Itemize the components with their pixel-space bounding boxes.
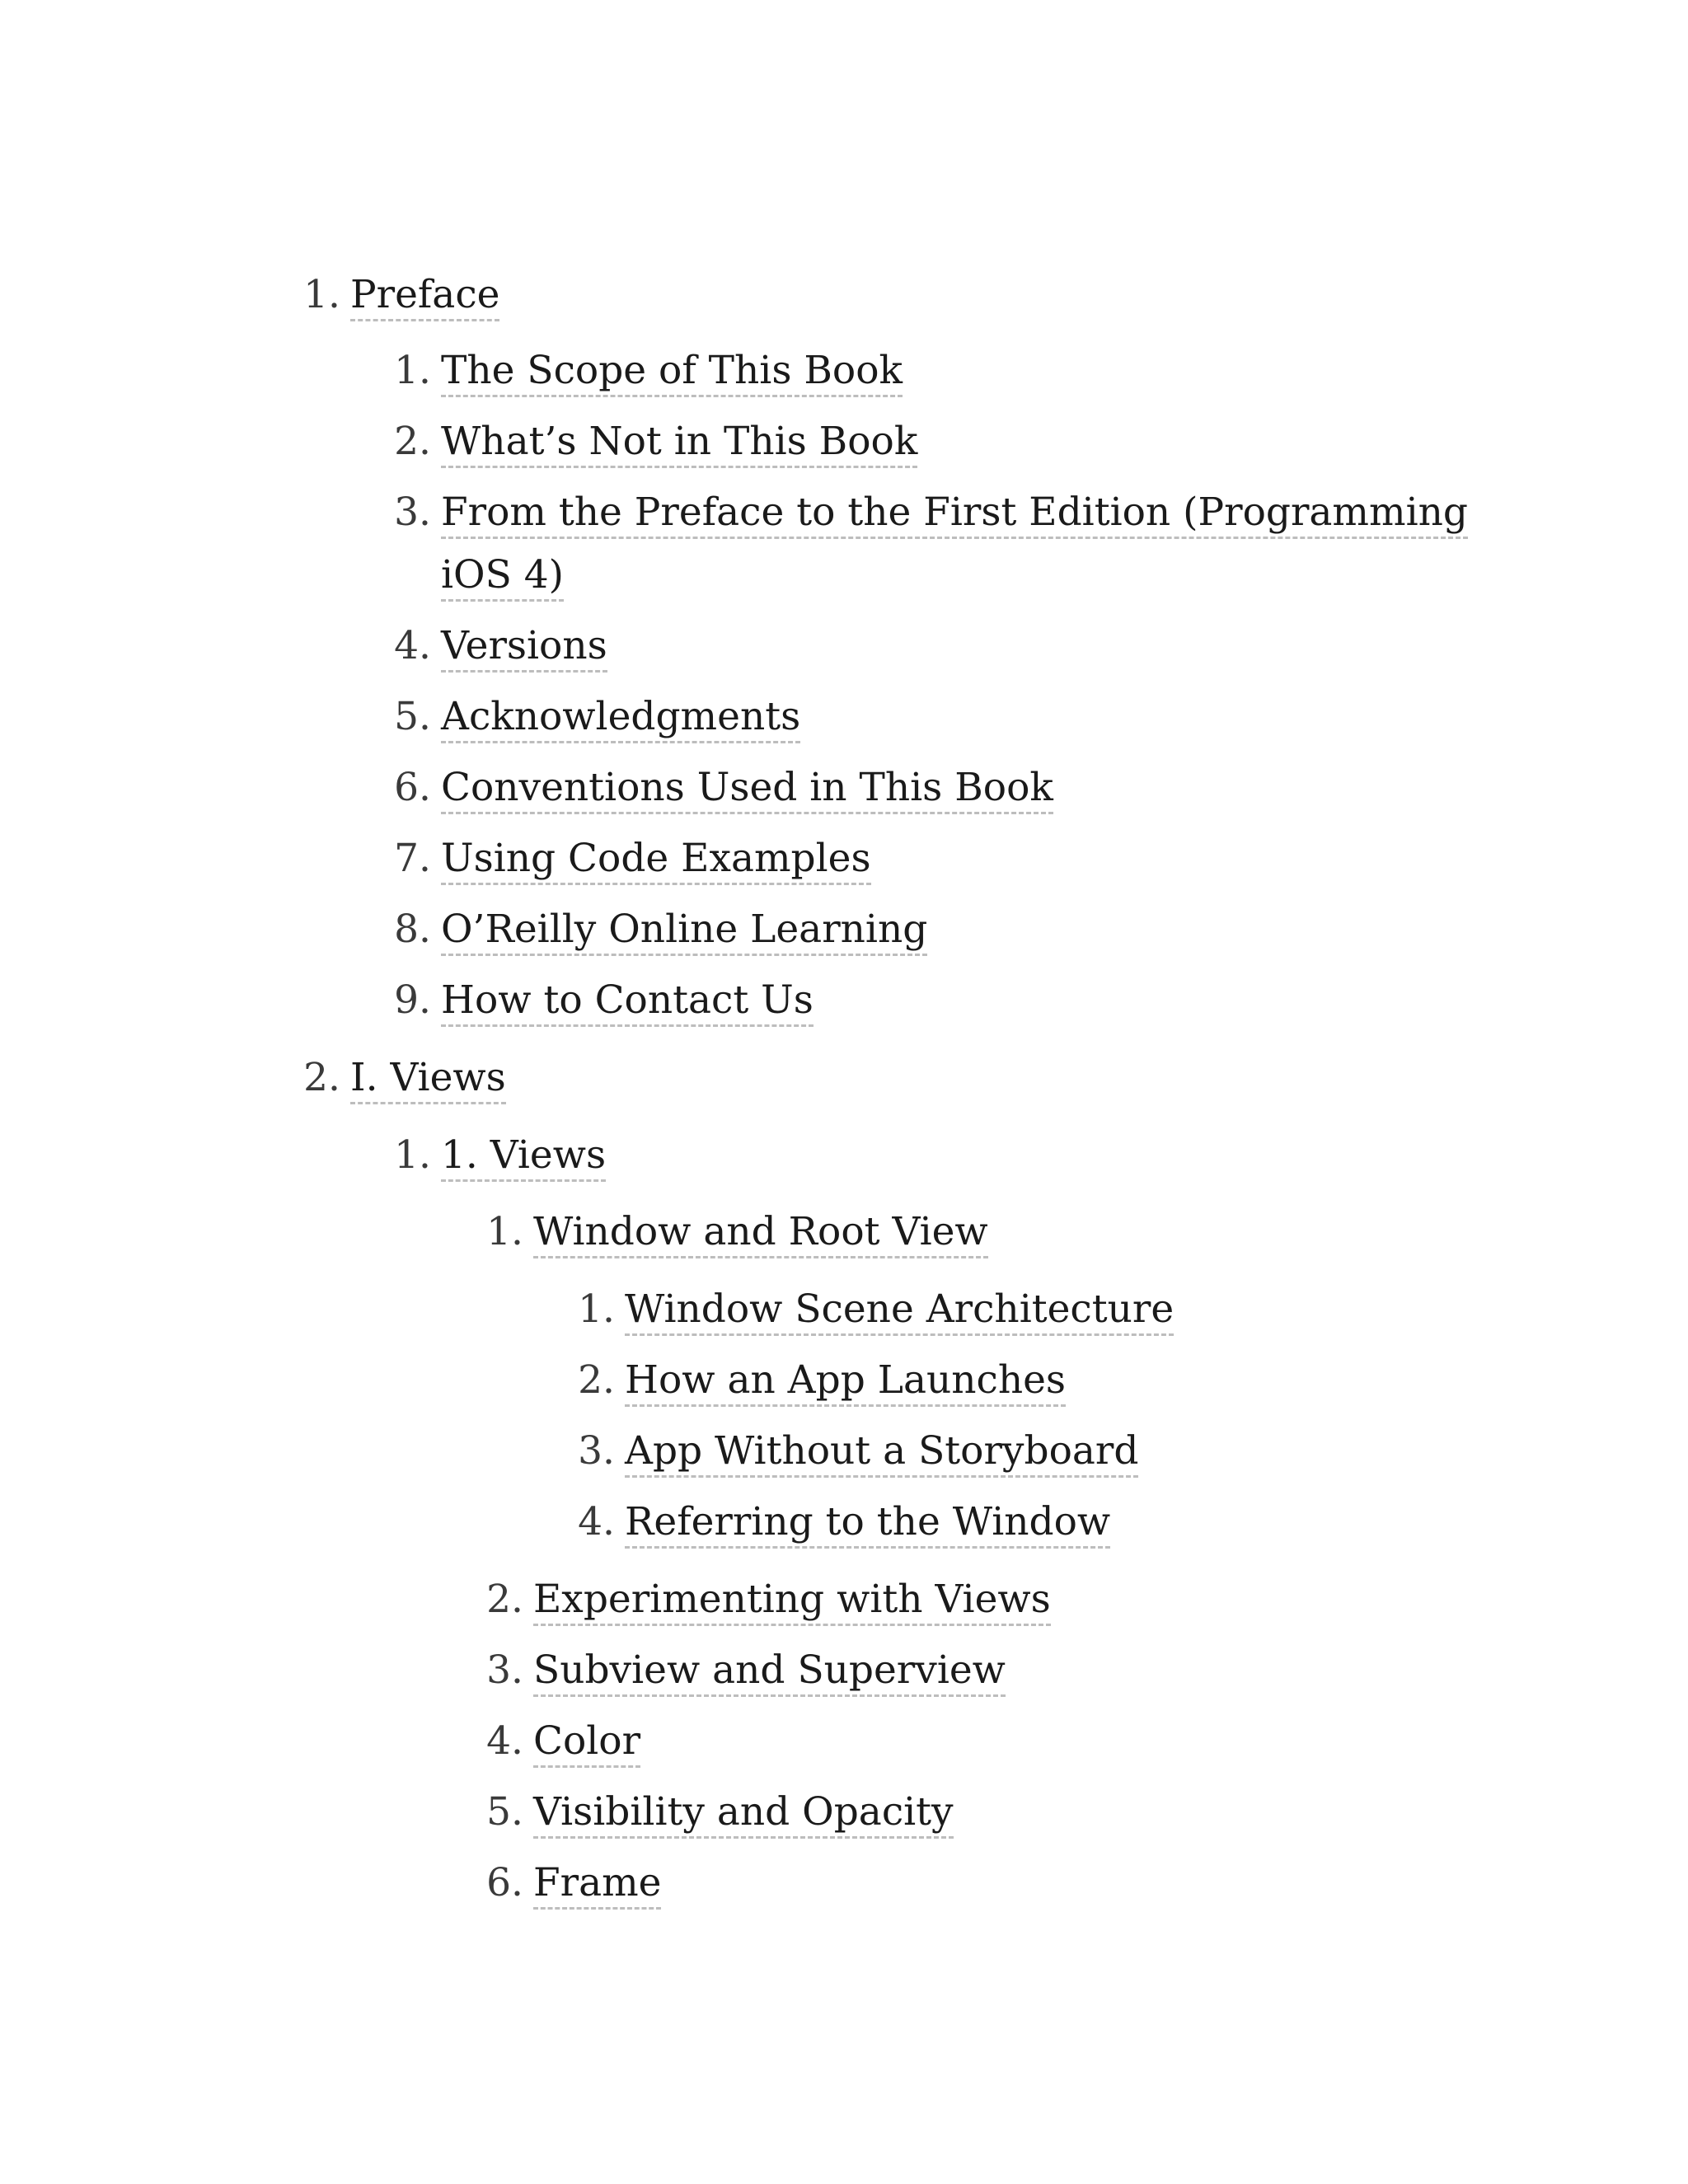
toc-number: 5. — [394, 694, 431, 739]
toc-item — [363, 1132, 606, 1182]
toc-item — [363, 907, 927, 956]
toc-number: 2. — [394, 419, 431, 464]
toc-link-code-examples[interactable]: Using Code Examples — [441, 836, 871, 885]
toc-link-part-views[interactable]: I. Views — [350, 1055, 506, 1104]
toc-link-subview[interactable]: Subview and Superview — [533, 1647, 1006, 1697]
toc-link-scope[interactable]: The Scope of This Book — [441, 348, 903, 397]
toc-link-window-root[interactable]: Window and Root View — [533, 1209, 988, 1258]
toc-link-experimenting[interactable]: Experimenting with Views — [533, 1577, 1051, 1626]
toc-link-acknowledgments[interactable]: Acknowledgments — [441, 694, 800, 743]
toc-number: 9. — [394, 977, 431, 1023]
toc-item — [546, 1286, 1174, 1336]
toc-number: 3. — [578, 1428, 615, 1474]
toc-item — [455, 1860, 661, 1910]
toc-link-window-scene[interactable]: Window Scene Architecture — [625, 1286, 1174, 1336]
toc-number: 4. — [394, 623, 431, 668]
toc-item — [455, 1577, 1051, 1626]
toc-number: 2. — [303, 1055, 340, 1100]
toc-link-first-edition[interactable]: From the Preface to the First Edition (Programming — [441, 490, 1468, 539]
toc-number: 4. — [486, 1718, 523, 1764]
toc-item-preface — [272, 272, 499, 321]
toc-item — [455, 1647, 1006, 1697]
toc-link-referring-window[interactable]: Referring to the Window — [625, 1499, 1110, 1549]
toc-item — [363, 348, 903, 397]
toc-item — [363, 977, 814, 1027]
toc-number: 1. — [303, 272, 340, 317]
toc-number: 6. — [394, 765, 431, 810]
toc-link-contact[interactable]: How to Contact Us — [441, 977, 814, 1027]
toc-link-conventions[interactable]: Conventions Used in This Book — [441, 765, 1053, 814]
toc-number: 7. — [394, 836, 431, 881]
toc-number: 4. — [578, 1499, 615, 1544]
toc-link-chapter-views[interactable]: 1. Views — [441, 1132, 606, 1182]
toc-number: 8. — [394, 907, 431, 952]
toc-link-app-launches[interactable]: How an App Launches — [625, 1357, 1066, 1407]
toc-link-frame[interactable]: Frame — [533, 1860, 661, 1910]
toc-item — [363, 836, 871, 885]
toc-item — [363, 765, 1053, 814]
toc-link-preface[interactable]: Preface — [350, 272, 499, 321]
toc-number: 3. — [394, 490, 431, 535]
toc-item — [546, 1428, 1138, 1478]
toc-link-no-storyboard[interactable]: App Without a Storyboard — [625, 1428, 1138, 1478]
toc-item-continuation — [441, 552, 564, 602]
toc-link-color[interactable]: Color — [533, 1718, 640, 1768]
toc-item — [363, 694, 800, 743]
toc-item — [455, 1789, 954, 1839]
toc-item — [363, 490, 1468, 539]
toc-number: 1. — [578, 1286, 615, 1332]
toc-item-part-views — [272, 1055, 506, 1104]
toc-item — [363, 623, 607, 673]
toc-number: 1. — [394, 1132, 431, 1178]
toc-number: 2. — [578, 1357, 615, 1403]
toc-item — [455, 1718, 640, 1768]
toc-item — [363, 419, 917, 468]
toc-number: 5. — [486, 1789, 523, 1835]
toc-item — [455, 1209, 988, 1258]
toc-link-oreilly[interactable]: O’Reilly Online Learning — [441, 907, 927, 956]
toc-item — [546, 1357, 1066, 1407]
toc-item — [546, 1499, 1110, 1549]
toc-number: 2. — [486, 1577, 523, 1622]
toc-number: 3. — [486, 1647, 523, 1693]
toc-number: 1. — [486, 1209, 523, 1254]
toc-link-visibility[interactable]: Visibility and Opacity — [533, 1789, 954, 1839]
toc-number: 1. — [394, 348, 431, 393]
toc-number: 6. — [486, 1860, 523, 1905]
toc-link-whats-not[interactable]: What’s Not in This Book — [441, 419, 917, 468]
toc-link-first-edition-cont[interactable]: iOS 4) — [441, 552, 564, 602]
toc-link-versions[interactable]: Versions — [441, 623, 607, 673]
